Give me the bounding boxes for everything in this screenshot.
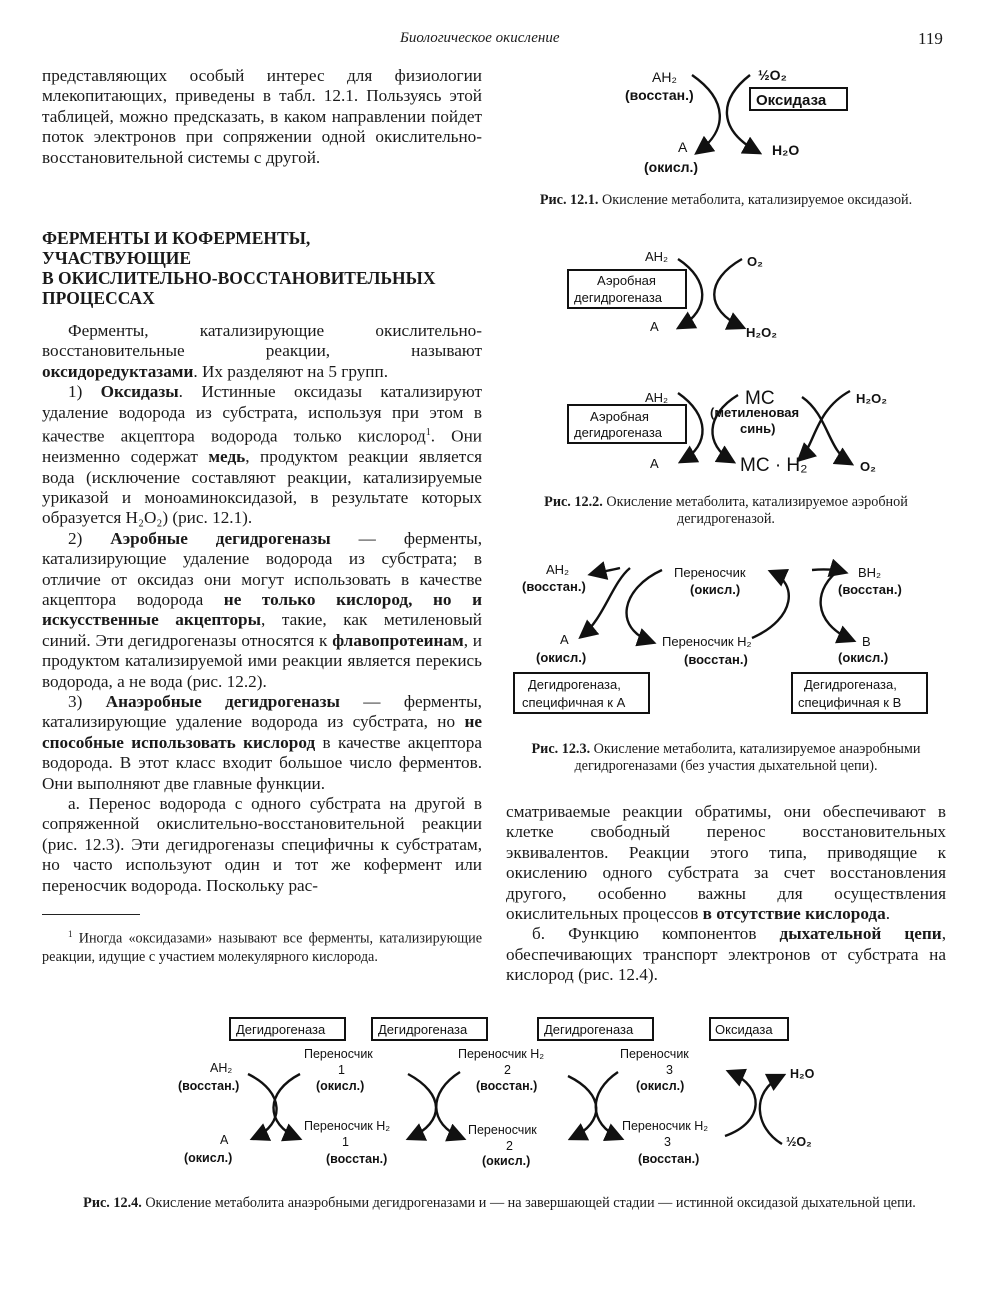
a-state: (окисл.) [644,159,699,175]
fig-12-2-caption: Рис. 12.2. Окисление метаболита, катализируемое аэробной дегидрогеназой. [544,494,908,527]
right-body [506,802,946,986]
ah2-label: AH₂ [210,1061,233,1075]
h2o2-label: H₂O₂ [856,391,888,406]
footnote: $^1$ Иногда «оксидазами» называют все ферменты, катализирующие реакции, идущие с участием молекулярного кислорода. [42,929,482,965]
fig-12-3-caption: Рис. 12.3. Окисление метаболита, катализируемое анаэробными дегидрогеназами (без участия дыхательной цепи). [531,741,921,774]
carrier-number: 1 [342,1135,349,1149]
figure-12-2 [560,245,910,480]
carrier-number: 2 [504,1063,511,1077]
arc-arrow [678,393,703,461]
ah2-label: AH₂ [652,69,677,85]
a-label: A [650,319,659,334]
arc-arrow [725,1072,756,1136]
carrier-state: (восстан.) [326,1152,388,1166]
ah2-label: AH₂ [645,390,669,405]
h2o2-label: H₂O₂ [746,325,778,340]
arc-arrow [436,1072,462,1138]
a-state: (окисл.) [536,650,587,665]
carrier-label: Переносчик [304,1047,373,1061]
enzyme-label: Дегидрогеназа [236,1022,326,1037]
arc-arrow [582,568,630,636]
left-para-1 [42,66,482,168]
mch2-label: MC · H₂ [740,455,808,476]
arc-arrow [596,1072,620,1138]
paragraph: 3) Анаэробные дегидрогеназы — ферменты, катализирующие удаление водорода из субстрата, но не способные использовать кислород в качестве акцептора водорода. В этот класс входит большое число ферментов. Они выполняют две главные функции. [42,692,482,793]
arc-arrow [568,1076,596,1138]
ah2-label: AH₂ [546,562,570,577]
bh2-state: (восстан.) [838,582,902,597]
bh2-label: BH₂ [858,565,882,580]
figure-12-1 [600,60,900,185]
ah2-state: (восстан.) [178,1079,240,1093]
half-o2-label: ½O₂ [758,67,787,83]
o2-arc-arrow [727,75,758,152]
h2o-label: H₂O [772,142,800,158]
mb-line: (метиленовая [710,405,800,420]
carrier-state: (восстан.) [638,1152,700,1166]
ah2-label: AH₂ [645,249,669,264]
paragraph: 1) Оксидазы. Истинные оксидазы катализируют удаление водорода из субстрата, используя при этом в качестве акцептора водорода только кислород$^1$. Они неизменно содержат медь, продуктом реакции является вода (исключение составляют реакции, катализируемые уриказой и моноаминоксидазой, в результате которых образуется H₂O₂) (рис. 12.1). [42,382,482,528]
carrier-label: Переносчик [468,1123,537,1137]
a-label: A [560,632,569,647]
paragraph: Ферменты, катализирующие окислительно-восстановительные реакции, называют оксидоредуктазами. Их разделяют на 5 групп. [42,321,482,381]
carrier-state: (окисл.) [636,1079,685,1093]
carrier-number: 1 [338,1063,345,1077]
o2-label: O₂ [860,459,876,474]
arc-arrow [821,568,852,640]
a-state: (окисл.) [184,1151,233,1165]
paragraph: б. Функцию компонентов дыхательной цепи, обеспечивающих транспорт электронов от субстрата на кислород (рис. 12.4). [506,924,946,985]
fig-12-4-caption: Рис. 12.4. Окисление метаболита анаэробными дегидрогеназами и — на завершающей стадии — истинной оксидазой дыхательной цепи. [83,1195,916,1211]
carrier-label: Переносчик [674,565,746,580]
enzyme-line: дегидрогеназа [574,425,663,440]
ah2-state: (восстан.) [522,579,586,594]
mc-label: MC [745,388,775,409]
b-label: B [862,634,871,649]
heading-line: ФЕРМЕНТЫ И КОФЕРМЕНТЫ, [42,228,311,248]
left-body [42,321,482,896]
enzyme-label: Оксидаза [715,1022,773,1037]
figure-12-3 [512,558,942,718]
carrier-label: Переносчик [620,1047,689,1061]
enzyme-label: Дегидрогеназа [378,1022,468,1037]
carrier-number: 3 [664,1135,671,1149]
carrier-state: (окисл.) [316,1079,365,1093]
enzyme-a-line: специфичная к A [522,695,626,710]
arc-arrow [408,1074,436,1138]
carrier-state: (восстан.) [476,1079,538,1093]
carrier-h2-state: (восстан.) [684,652,748,667]
carrier-label: Переносчик H₂ [304,1119,391,1133]
fig-12-1-caption: Рис. 12.1. Окисление метаболита, катализируемое оксидазой. [539,192,913,208]
enzyme-line: дегидрогеназа [574,290,663,305]
arc-arrow [714,259,742,327]
enzyme-b-line: Дегидрогеназа, [804,677,897,692]
carrier-h2-label: Переносчик H₂ [662,634,752,649]
arc-arrow [760,1076,782,1144]
enzyme-line: Аэробная [597,273,656,288]
figure-12-4 [170,1012,835,1172]
paragraph: сматриваемые реакции обратимы, они обеспечивают в клетке свободный перенос восстановительных эквивалентов. Реакции этого типа, приводящие к окислению одного субстрата за счет восстановления другого, особенно важны для осуществления окислительных процессов в отсутствие кислорода. [506,802,946,924]
mb-line: синь) [740,421,776,436]
carrier-label: Переносчик H₂ [622,1119,709,1133]
a-label: A [678,139,688,155]
a-label: A [650,456,659,471]
enzyme-label: Оксидаза [756,92,827,109]
h2o-label: H₂O [790,1067,815,1081]
footnote-rule [42,914,140,915]
section-heading [42,228,502,308]
o2-label: O₂ [747,254,763,269]
heading-line: УЧАСТВУЮЩИЕ [42,248,192,268]
a-label: A [220,1133,229,1147]
arc-arrow [248,1074,277,1138]
enzyme-line: Аэробная [590,409,649,424]
half-o2-label: ½O₂ [786,1135,812,1149]
running-title: Биологическое окисление [400,30,560,46]
carrier-number: 3 [666,1063,673,1077]
carrier-label: Переносчик H₂ [458,1047,545,1061]
ah2-arc-arrow [692,75,720,152]
heading-line: ПРОЦЕССАХ [42,288,155,308]
b-state: (окисл.) [838,650,889,665]
enzyme-label: Дегидрогеназа [544,1022,634,1037]
page-number: 119 [918,29,943,48]
heading-line: В ОКИСЛИТЕЛЬНО-ВОССТАНОВИТЕЛЬНЫХ [42,268,436,288]
arc-arrow [627,570,662,642]
arc-arrow [592,568,620,574]
carrier-state: (окисл.) [690,582,741,597]
ah2-state: (восстан.) [625,87,694,103]
arc-arrow [812,569,844,572]
paragraph: представляющих особый интерес для физиологии млекопитающих, приведены в табл. 12.1. Пользуясь этой таблицей, можно предсказать, в каком направлении пойдет поток электронов при сопряжении одной окислительно-восстановительной системы с другой. [42,66,482,167]
enzyme-b-line: специфичная к B [798,695,902,710]
arc-arrow [802,397,850,463]
carrier-number: 2 [506,1139,513,1153]
carrier-state: (окисл.) [482,1154,531,1168]
paragraph: 2) Аэробные дегидрогеназы — ферменты, катализирующие удаление водорода из субстрата; в отличие от оксидаз они могут использовать в качестве акцептора водорода не только кислород, но и искусственные акцепторы, такие, как метиленовый синий. Эти дегидрогеназы относятся к флавопротеинам, и продуктом катализируемой ими реакции является перекись водорода, а не вода (рис. 12.2). [42,528,482,691]
arc-arrow [752,572,789,638]
paragraph: а. Перенос водорода с одного субстрата на другой в сопряженной окислительно-восстановительной реакции (рис. 12.3). Эти дегидрогеназы специфичны к субстратам, но часто используют один и тот же кофермент или переносчик водорода. Поскольку рас- [42,794,482,895]
enzyme-a-line: Дегидрогеназа, [528,677,621,692]
